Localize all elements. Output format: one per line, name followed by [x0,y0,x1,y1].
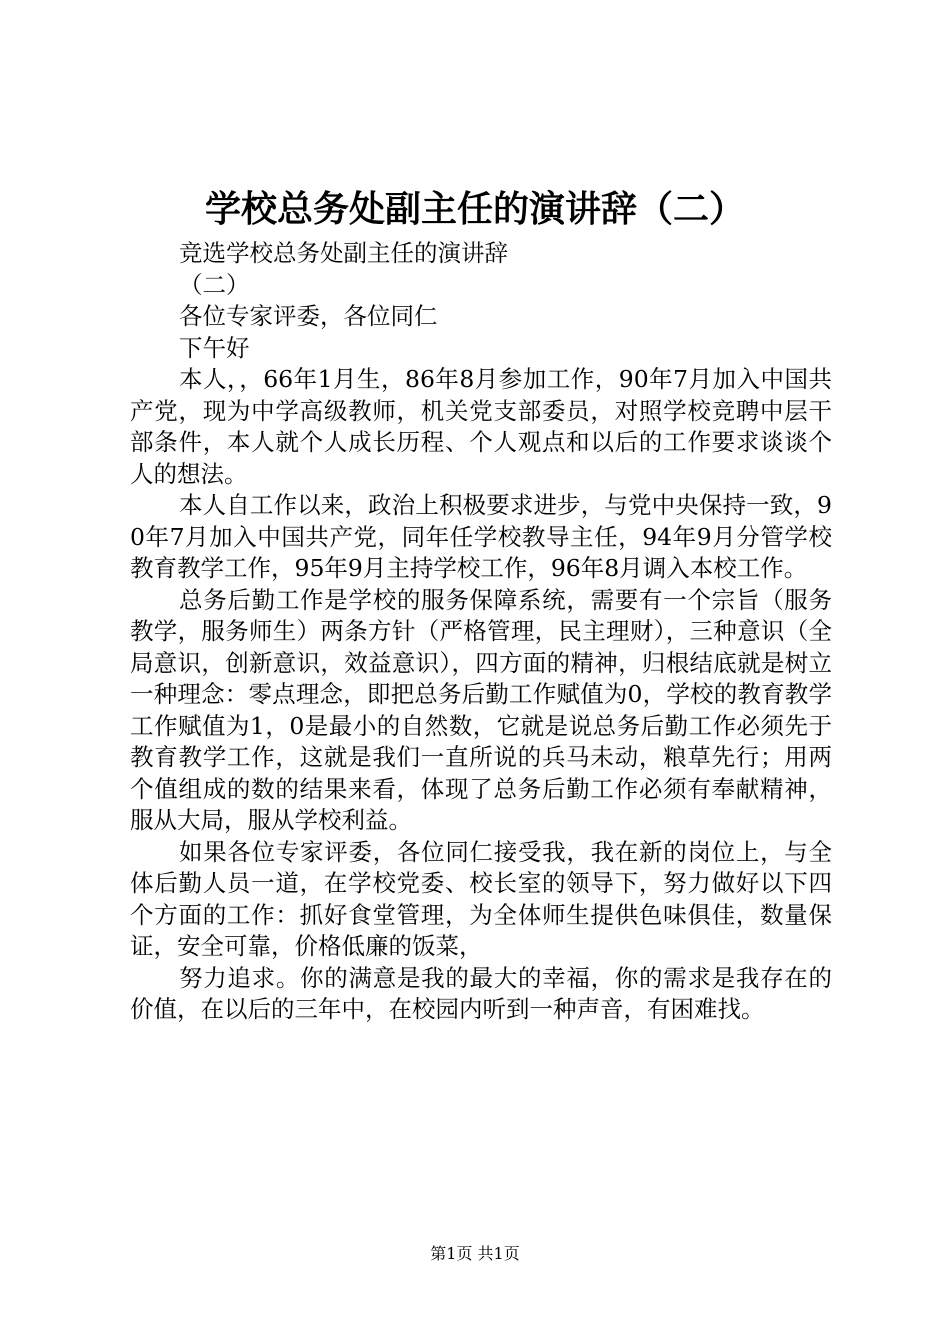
paragraph-philosophy: 总务后勤工作是学校的服务保障系统，需要有一个宗旨（服务教学，服务师生）两条方针（严格管理，民主理财），三种意识（全局意识，创新意识，效益意识），四方面的精神，归根结底就是树立一种理念：零点理念，即把总务后勤工作赋值为0，学校的教育教学工作赋值为1，0是最小的自然数，它就是说总务后勤工作必须先于教育教学工作，这就是我们一直所说的兵马未动，粮草先行；用两个值组成的数的结果来看，体现了总务后勤工作必须有奉献精神，服从大局，服从学校利益。 [130,585,832,834]
paragraph-experience: 本人自工作以来，政治上积极要求进步，与党中央保持一致，90年7月加入中国共产党，同年任学校教导主任，94年9月分管学校教育教学工作，95年9月主持学校工作，96年8月调入本校工作。 [130,491,832,582]
paragraph-salutation: 各位专家评委，各位同仁 [179,302,438,330]
paragraph-greeting: 下午好 [179,333,250,362]
paragraph-heading: 竞选学校总务处副主任的演讲辞 [179,239,508,267]
paragraph-intro: 本人，，66年1月生，86年8月参加工作，90年7月加入中国共产党，现为中学高级教师，机关党支部委员，对照学校竞聘中层干部条件，本人就个人成长历程、个人观点和以后的工作要求谈谈个人的想法。 [130,365,832,488]
paragraph-closing: 努力追求。你的满意是我的最大的幸福，你的需求是我存在的价值，在以后的三年中，在校园内听到一种声音，有困难找。 [130,963,832,1023]
paragraph-plan: 如果各位专家评委，各位同仁接受我，我在新的岗位上，与全体后勤人员一道，在学校党委、校长室的领导下，努力做好以下四个方面的工作：抓好食堂管理，为全体师生提供色味俱佳，数量保证，安全可靠，价格低廉的饭菜， [130,837,832,960]
paragraph-subheading: （二） [179,270,250,299]
document-title: 学校总务处副主任的演讲辞（二） [204,188,745,230]
page-footer: 第1页 共1页 [430,1244,520,1263]
document-body [130,238,832,1026]
